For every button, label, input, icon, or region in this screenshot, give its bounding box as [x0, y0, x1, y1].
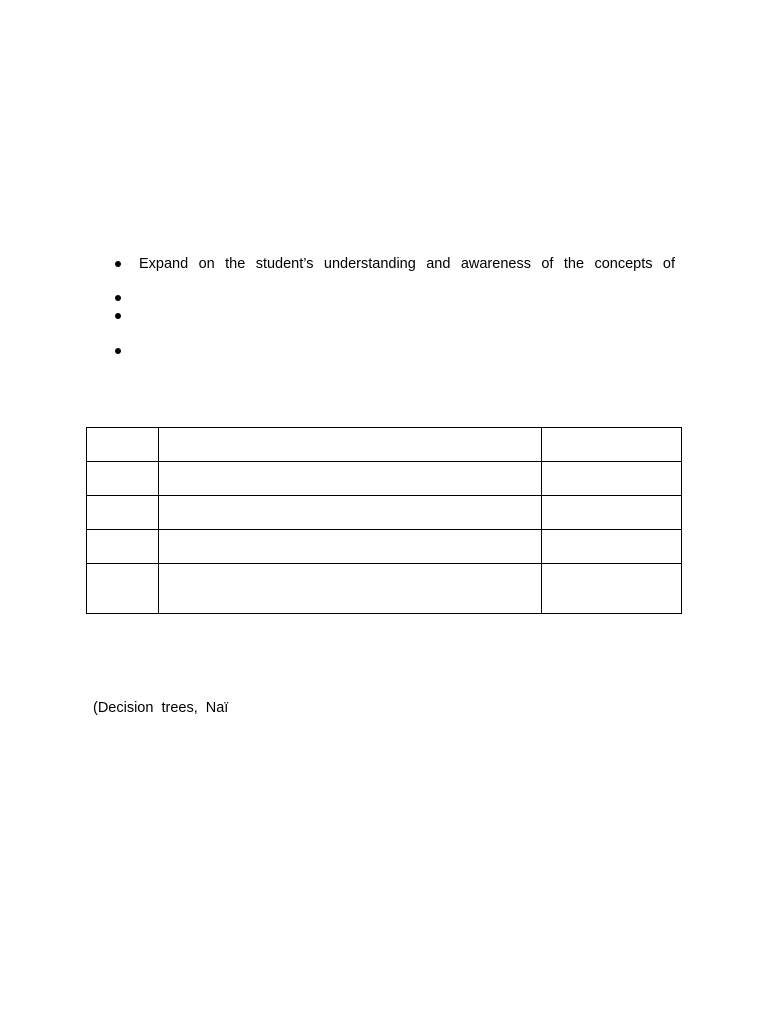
table-cell: [87, 462, 159, 496]
table-row: [87, 530, 682, 564]
table-cell: [541, 496, 681, 530]
table-cell: [541, 564, 681, 614]
table-row: [87, 462, 682, 496]
table-row: [87, 564, 682, 614]
table-cell: [87, 428, 159, 462]
table-cell: [87, 496, 159, 530]
table-cell: [159, 428, 542, 462]
table-cell: [87, 564, 159, 614]
schedule-table: [86, 427, 682, 614]
table-cell: [87, 530, 159, 564]
objective-item: [115, 307, 695, 325]
bullet-icon: [115, 295, 121, 301]
table-cell: [159, 564, 542, 614]
text-fragment: (Decision trees, Naï: [93, 700, 229, 716]
bullet-icon: [115, 348, 121, 354]
table-cell: [541, 462, 681, 496]
table-cell: [159, 530, 542, 564]
objective-item: [115, 289, 695, 307]
objective-item: [115, 342, 695, 360]
objective-text: Expand on the student’s understanding and awareness of the concepts of: [139, 256, 675, 272]
bullet-icon: [115, 313, 121, 319]
bullet-icon: [115, 261, 121, 267]
table-row: [87, 496, 682, 530]
table-cell: [159, 462, 542, 496]
table-cell: [159, 496, 542, 530]
table-cell: [541, 530, 681, 564]
table-cell: [541, 428, 681, 462]
table-row: [87, 428, 682, 462]
objective-item: [115, 255, 695, 273]
